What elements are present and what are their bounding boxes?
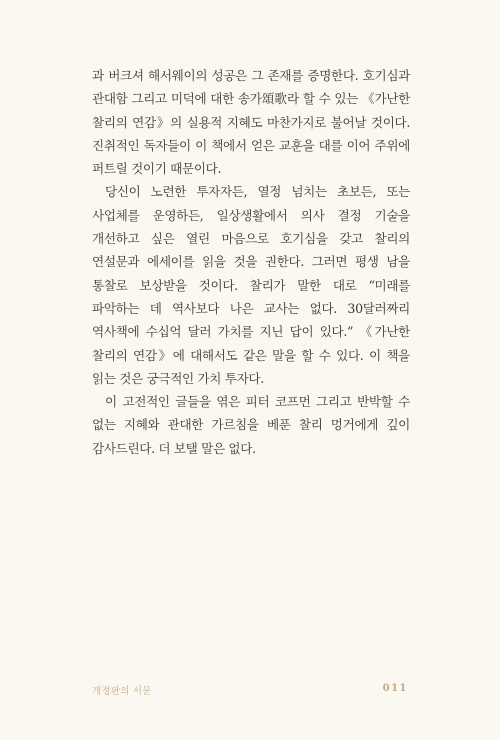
paragraph: 당신이 노련한 투자자든, 열정 넘치는 초보든, 또는 사업체를 운영하든, 일상생활에서 의사 결정 기술을 개선하고 싶은 열린 마음으로 호기심을 갖고 찰리의 연설문과 에세이를 읽을 것을 권한다. 그러면 평생 남을 통찰로 보상받을 것이다. 찰리가 말한 대로 “미래를 파악하는 데 역사보다 나은 교사는 없다. 30달러짜리 역사책에 수십억 달러 가치를 지닌 답이 있다.” 《가난한 찰리의 연감》에 대해서도 같은 말을 할 수 있다. 이 책을 읽는 것은 궁극적인 가치 투자다. xyxy=(92,184,410,386)
paragraph: 이 고전적인 글들을 엮은 피터 코프먼 그리고 반박할 수 없는 지혜와 관대한 가르침을 베푼 찰리 멍거에게 깊이 감사드린다. 더 보탤 말은 없다. xyxy=(92,394,410,456)
paragraph-continued: 과 버크셔 해서웨이의 성공은 그 존재를 증명한다. 호기심과 관대함 그리고 미덕에 대한 송가頌歌라 할 수 있는 《가난한 찰리의 연감》의 실용적 지혜도 마찬가지로 불어날 것이다. 진취적인 독자들이 이 책에서 얻은 교훈을 대를 이어 주위에 퍼트릴 것이기 때문이다. xyxy=(92,68,410,177)
running-footer-section-title: 개정판의 서문 xyxy=(92,686,152,697)
body-text xyxy=(92,64,410,460)
page-number: 011 xyxy=(382,683,408,694)
